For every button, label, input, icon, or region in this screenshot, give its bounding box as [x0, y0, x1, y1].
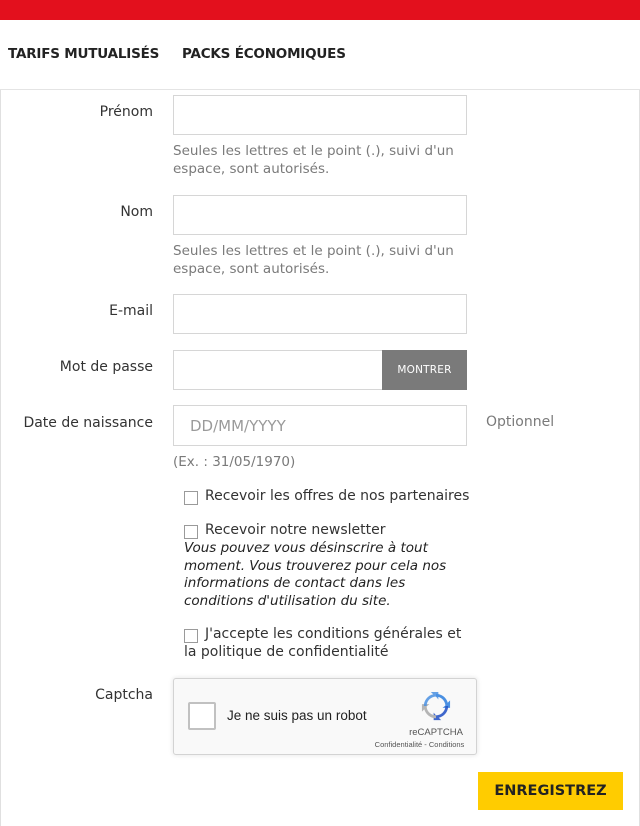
- partners-offers-checkbox[interactable]: [184, 491, 198, 505]
- password-input[interactable]: [173, 350, 383, 390]
- prenom-help-text: Seules les lettres et le point (.), suivi d'un espace, sont autorisés.: [173, 143, 454, 177]
- nav-item-tarifs-mutualises[interactable]: TARIFS MUTUALISÉS: [8, 46, 160, 62]
- captcha-label: Captcha: [95, 687, 153, 703]
- birthdate-input[interactable]: [173, 405, 467, 446]
- email-input[interactable]: [173, 294, 467, 334]
- recaptcha-brand-text: reCAPTCHA: [409, 727, 463, 738]
- password-label: Mot de passe: [59, 359, 153, 375]
- recaptcha-logo-icon: [421, 691, 451, 721]
- birthdate-label: Date de naissance: [23, 415, 153, 431]
- partners-offers-label: Recevoir les offres de nos partenaires: [205, 488, 470, 504]
- newsletter-label: Recevoir notre newsletter: [205, 522, 386, 538]
- terms-label: J'accepte les conditions générales et la politique de confidentialité: [184, 626, 462, 660]
- birthdate-example: (Ex. : 31/05/1970): [173, 454, 296, 470]
- navigation-bar: [0, 20, 640, 90]
- show-password-button[interactable]: MONTRER: [382, 350, 467, 390]
- nom-label: Nom: [120, 204, 153, 220]
- email-label: E-mail: [109, 303, 153, 319]
- submit-register-button[interactable]: ENREGISTREZ: [478, 772, 623, 810]
- birthdate-optional-label: Optionnel: [486, 414, 555, 430]
- recaptcha-checkbox-label: Je ne suis pas un robot: [227, 708, 367, 723]
- birthdate-placeholder: DD/MM/YYYY: [190, 417, 286, 435]
- nom-input[interactable]: [173, 195, 467, 235]
- nav-item-packs-economiques[interactable]: PACKS ÉCONOMIQUES: [182, 46, 346, 62]
- prenom-label: Prénom: [99, 104, 153, 120]
- recaptcha-widget: [173, 678, 477, 755]
- newsletter-unsubscribe-note: Vous pouvez vous désinscrire à tout moment. Vous trouverez pour cela nos informations de contact dans les conditions d'utilisation du site.: [184, 540, 447, 609]
- recaptcha-checkbox[interactable]: [188, 702, 216, 730]
- recaptcha-privacy-terms-links[interactable]: Confidentialité - Conditions: [374, 740, 465, 749]
- top-red-bar: [0, 0, 640, 20]
- nom-help-text: Seules les lettres et le point (.), suivi d'un espace, sont autorisés.: [173, 243, 454, 277]
- newsletter-checkbox[interactable]: [184, 525, 198, 539]
- prenom-input[interactable]: [173, 95, 467, 135]
